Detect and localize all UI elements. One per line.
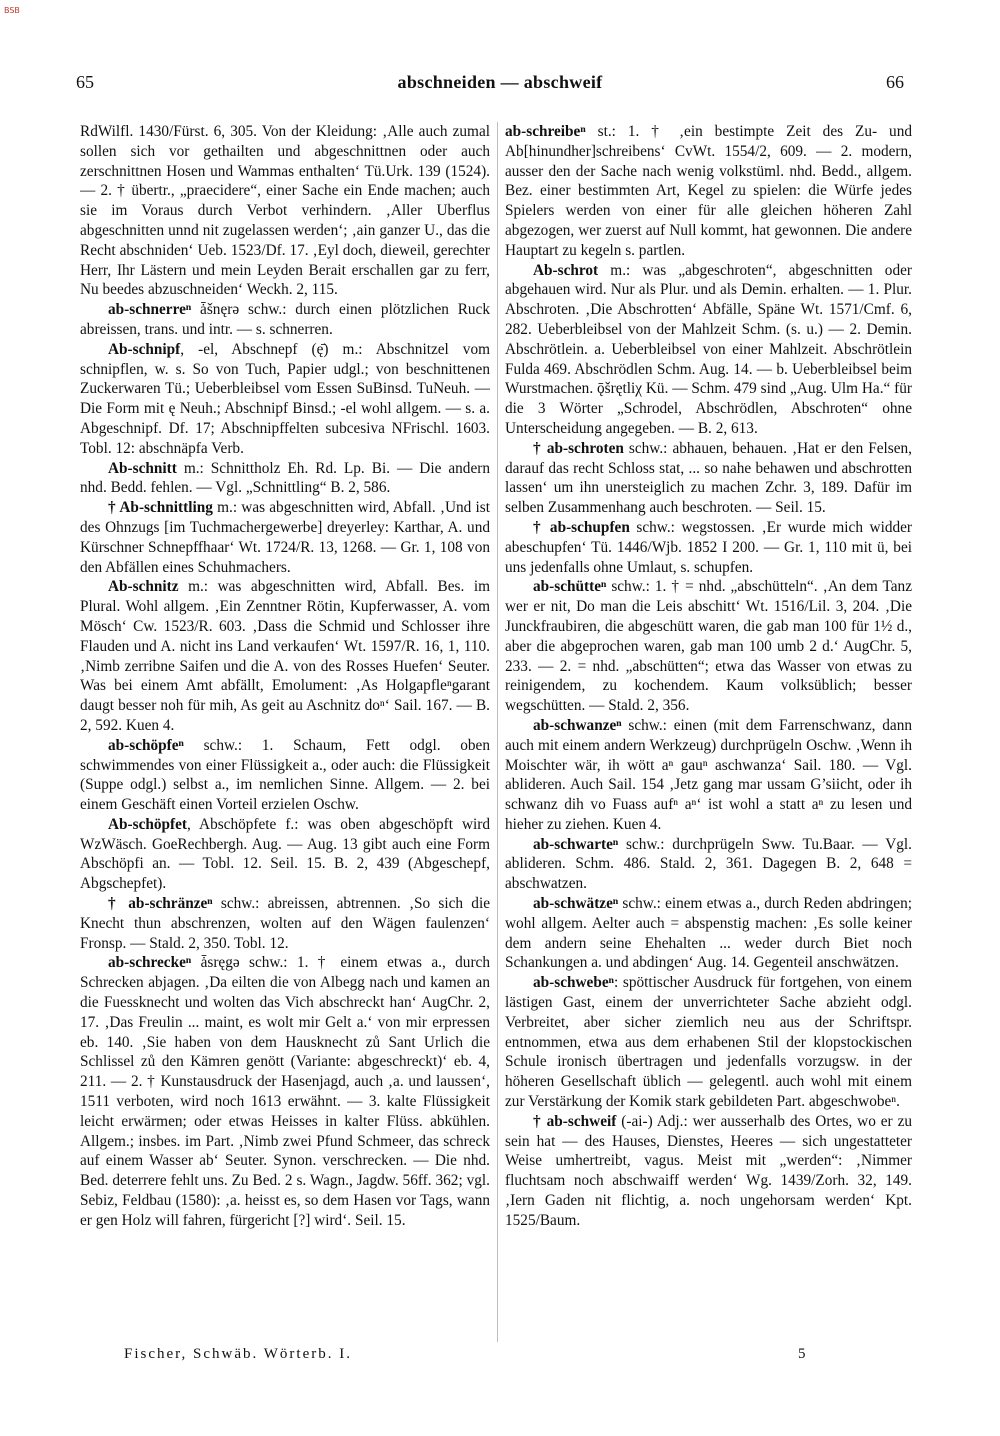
headword: † ab-schweif	[533, 1112, 617, 1130]
dictionary-entry: Ab-schnipf, -el, Abschnepf (ę̄) m.: Abschnitzel vom schnipflen, w. s. So von Tuch, Papier udgl.; von beschnittenen Zuckerwaren Tü.; Ueberbleibsel vom Essen SuBinsd. TuNeuh. — Die Form mit ę Neuh.; Abschnipf Binsd.; -el wohl allgem. — s. a. Abgeschnipf. Df. 17; Abschnipffelten subcesiva NFrischl. 1603. Tobl. 12: abschnäpfa Verb.	[80, 340, 490, 457]
dictionary-entry: ab-schwebeⁿ: spöttischer Ausdruck für fortgehen, von einem lästigen Gast, einem der unverrichteter Sache abzieht odgl. Verbreitet, aber sicher ziemlich neu aus der Schriftspr. entnommen, etwa aus dem erhabenen Stil der klopstockischen Schule ironisch übertragen und jedenfalls vorzugsw. in der höheren Gesellschaft üblich — gelegentl. auch wohl mit einem zur Verstärkung der Komik stark gebildeten Part. abgeschwobeⁿ.	[505, 974, 912, 1111]
headword: † ab-schroten	[533, 439, 624, 457]
entry-continuation: RdWilfl. 1430/Fürst. 6, 305. Von der Kleidung: ‚Alle auch zumal sollen sich vor gethailten und abgeschnittnen oder auch zerschnittnen Hosen und Wammas enthalten‘ Tü.Urk. 139 (1524). — 2. † übertr., „praecidere“, einer Sache ein Ende machen; auch sie im Voraus durch Verbot verhindern. ‚Aller Uberflus abgeschnitten unnd nit zugelassen werden‘; ‚ain ganzer U., das die Recht abschniden‘ Ueb. 1523/Df. 17. ‚Eyl doch, dieweil, gerechter Herr, Ihr Lästern und mein Leyden Berait erschallen gar zu ferr, Nu beedes abzuschneiden‘ Weckh. 2, 115.	[80, 123, 490, 299]
headword: ab-schwarteⁿ	[533, 835, 619, 853]
headword: † ab-schupfen	[533, 518, 630, 536]
dictionary-entry: † Ab-schnittling m.: was abgeschnitten wird, Abfall. ‚Und ist des Ohnzugs [im Tuchmachergewerbe] dreyerley: Karthar, A. und Kürschner Schnepffhaar‘ Wt. 1724/R. 13, 1268. — Gr. 1, 108 von den Abfällen eines Schuhmachers.	[80, 499, 490, 576]
left-column	[80, 122, 490, 1302]
page-title: abschneiden — abschweif	[397, 72, 603, 92]
headword: Ab-schnitz	[108, 578, 179, 596]
headword: Ab-schnipf	[108, 340, 181, 358]
dictionary-entry: ab-schwanzeⁿ schw.: einen (mit dem Farrenschwanz, dann auch mit einem andern Werkzeug) durchprügeln Oschw. ‚Wenn ih Moischter wär, ih wött aⁿ gauⁿ aschwanza‘ Sail. 180. — Vgl. ablideren. Auch Sail. 154 ‚Jetz gang mar ussam G’siicht, oder ih schwanz dih vo Fuass aufⁿ aⁿ‘ ist wohl a statt aⁿ zu lesen und hieher zu ziehen. Kuen 4.	[505, 716, 912, 833]
dictionary-entry: ab-schöpfeⁿ schw.: 1. Schaum, Fett odgl. oben schwimmendes von einer Flüssigkeit a., oder auch: die Flüssigkeit (Suppe odgl.) selbst a., im nemlichen Sinne. Allgem. — 2. bei einem Geschäft einen Vorteil erzielen Oschw.	[80, 736, 490, 814]
right-column	[505, 122, 912, 1302]
headword: Ab-schrot	[533, 261, 599, 279]
headword: ab-schwebeⁿ	[533, 974, 614, 992]
dictionary-entry: † ab-schupfen schw.: wegstossen. ‚Er wurde mich widder abeschupfen‘ Tü. 1446/Wjb. 1852 I 200. — Gr. 1, 110 mit ü, bei uns jedenfalls ohne Umlaut, s. schupfen.	[505, 518, 912, 576]
footer-source: Fischer, Schwäb. Wörterb. I.	[124, 1346, 352, 1362]
signature-mark: 5	[798, 1346, 806, 1362]
dictionary-entry: ab-schreibeⁿ st.: 1. † ‚ein bestimpte Zeit des Zu- und Ab[hinundher]schreibens‘ CvWt. 1554/2, 609. — 2. modern, ausser den der Sache nach wenig volkstüml. nhd. Bedd., allgem. Bez. einer bestimmten Art, Kegel zu spielen: die Würfe jedes Spielers werden von einer für alle gleichen höheren Zahl abgezogen, wer zuerst auf Null kommt, hat gewonnen. Die andere Hauptart zu kegeln s. partlen.	[505, 123, 912, 259]
headword: ab-schöpfeⁿ	[108, 736, 184, 754]
dictionary-entry: Ab-schrot m.: was „abgeschroten“, abgeschnitten oder abgehauen wird. Nur als Plur. und als Demin. erhalten. — 1. Plur. Abschroten. ‚Die Abschrotten‘ Abfälle, Späne Wt. 1571/Cmf. 6, 282. Ueberbleibsel von der Mahlzeit Schm. (s. u.) — 2. Demin. Abschrötlein. a. Ueberbleibsel von einer Mahlzeit. Abschrötlein Fulda 469. Abschrödlen Schm. Aug. 14. — b. Ueberbleibsel beim Wurstmachen. ǭšrętliχ Kü. — Schm. 479 sind „Aug. Ulm Ha.“ für die 3 Wörter „Schrodel, Abschrödlen, Abschroten“ ohne Unterscheidung angegeben. — B. 2, 613.	[505, 261, 912, 437]
column-divider	[497, 122, 498, 1342]
headword: ab-schreibeⁿ	[505, 123, 586, 140]
dictionary-entry: † ab-schränzeⁿ schw.: abreissen, abtrennen. ‚So sich die Knecht thun abschrenzen, wolten auf den Wägen faulenzen‘ Fronsp. — Stald. 2, 350. Tobl. 12.	[80, 895, 490, 952]
dictionary-entry: ab-schwarteⁿ schw.: durchprügeln Sww. Tu.Baar. — Vgl. ablideren. Schm. 486. Stald. 2, 361. Dagegen B. 2, 648 = abschwatzen.	[505, 835, 912, 893]
dictionary-entry: † ab-schroten schw.: abhauen, behauen. ‚Hat er den Felsen, darauf das recht Schloss stat, ... so nahe behawen und abschrotten lassen‘ um ihn unersteiglich zu machen Zchr. 3, 189. Dafür im selben Zusammenhang auch beschroten. — Seil. 15.	[505, 439, 912, 517]
dictionary-entry: ab-schwätzeⁿ schw.: einem etwas a., durch Reden abdringen; wohl allgem. Aelter auch = abspenstig machen: ‚Es solle keiner dem andern seine Ehehalten ... weder durch Biet noch Schankungen a. und abdingen‘ Aug. 14. Gegenteil anschwätzen.	[505, 895, 912, 972]
page-footer	[0, 1346, 1000, 1366]
page-header	[0, 70, 1000, 96]
headword: ab-schnerreⁿ	[108, 301, 192, 319]
page-number-right: 66	[886, 72, 904, 92]
headword: ab-schütteⁿ	[533, 578, 607, 596]
headword: ab-schreckeⁿ	[108, 954, 192, 972]
dictionary-entry: ab-schnerreⁿ ǡšnęrə schw.: durch einen plötzlichen Ruck abreissen, trans. und intr. — s. schnerren.	[80, 301, 490, 338]
dictionary-entry: Ab-schnitt m.: Schnittholz Eh. Rd. Lp. Bi. — Die andern nhd. Bedd. fehlen. — Vgl. „Schnittling“ B. 2, 586.	[80, 459, 490, 497]
headword: ab-schwanzeⁿ	[533, 716, 622, 734]
dictionary-entry: ab-schütteⁿ schw.: 1. † = nhd. „abschütteln“. ‚An dem Tanz wer er nit, Do man die Leis abschitt‘ Wt. 1516/Lil. 3, 204. ‚Die Junckfraubiren, die abgeschütt waren, die gab man 100 für 1½ d., aber die abgeprochen waren, gab man 100 umb 2 d.‘ AugChr. 5, 233. — 2. = nhd. „abschütten“; etwa das Wasser von etwas zu reinigendem, zu kochendem. Kaum volksüblich; besser wegschütten. — Stald. 2, 356.	[505, 578, 912, 715]
dictionary-entry: † ab-schweif (-ai-) Adj.: wer ausserhalb des Ortes, wo er zu sein hat — des Hauses, Dienstes, Heeres — sich ungestatteter Weise umhertreibt, vagus. Meist mit „werden“: ‚Nimmer fluchtsam noch abschwaiff werden‘ Wg. 1439/Zorh. 32, 149. ‚Iern Gaden nit flichtig, a. noch ungehorsam werden‘ Kpt. 1525/Baum.	[505, 1112, 912, 1229]
headword: ab-schwätzeⁿ	[533, 895, 619, 913]
headword: Ab-schöpfet	[108, 815, 188, 833]
page-number-left: 65	[76, 72, 94, 92]
headword: † Ab-schnittling	[108, 499, 213, 517]
dictionary-entry: ab-schreckeⁿ ǡsręgə schw.: 1. † einem etwas a., durch Schrecken abjagen. ‚Da eilten die von Albegg nach und kamen an die Fuessknecht und wolten das Vich abschreckt han‘ AugChr. 2, 17. ‚Das Freulin ... maint, es wolt mir Gelt a.‘ von mir erpressen eb. 140. ‚Sie haben von dem Hausknecht zů Sant Urlich die Schlissel zů den Kämren genött (Variante: abgeschreckt)‘ eb. 4, 211. — 2. † Kunstausdruck der Hasenjagd, auch ‚a. und laussen‘, 1511 verboten, wird noch 1613 erwähnt. — 3. kalte Flüssigkeit leicht erwärmen; oder etwas Heisses in kalter Flüss. abkühlen. Allgem.; insbes. im Part. ‚Nimb zwei Pfund Schmeer, das schreck auf einem Wasser ab‘ Seuter. Synon. verschrecken. — Die nhd. Bed. deterrere fehlt uns. Zu Bed. 2 s. Wagn., Jagdw. 56ff. 362; vgl. Sebiz, Feldbau (1580): ‚a. heisst es, so dem Hasen vor Tags, wann er gen Holz will fahren, fürgericht [?] wird‘. Seil. 15.	[80, 954, 490, 1229]
library-stamp: BSB	[4, 6, 20, 15]
headword: Ab-schnitt	[108, 459, 177, 477]
dictionary-entry: Ab-schnitz m.: was abgeschnitten wird, Abfall. Bes. im Plural. Wohl allgem. ‚Ein Zenntner Rötin, Kupferwasser, A. vom Mösch‘ Cw. 1523/R. 603. ‚Dass die Schmid und Schlosser ihre Flauden und A. nicht ins Land verkaufen‘ Wt. 1597/R. 16, 1, 110. ‚Nimb zerribne Saifen und die A. von des Rosses Huefen‘ Seuter. Was bei einem Amt abfällt, Emolument: ‚As Holgapfleⁿgarant daugt besser noh für mih, As geit au Aschnitz doⁿ‘ Sail. 167. — B. 2, 592. Kuen 4.	[80, 578, 490, 734]
dictionary-entry: Ab-schöpfet, Abschöpfete f.: was oben abgeschöpft wird WzWäsch. GoeRechbergh. Aug. — Aug. 13 gibt auch eine Form Abschöpfi an. — Tobl. 12. Seil. 15. B. 2, 439 (Abgeschepf, Abgschepfet).	[80, 815, 490, 893]
headword: † ab-schränzeⁿ	[108, 895, 213, 913]
